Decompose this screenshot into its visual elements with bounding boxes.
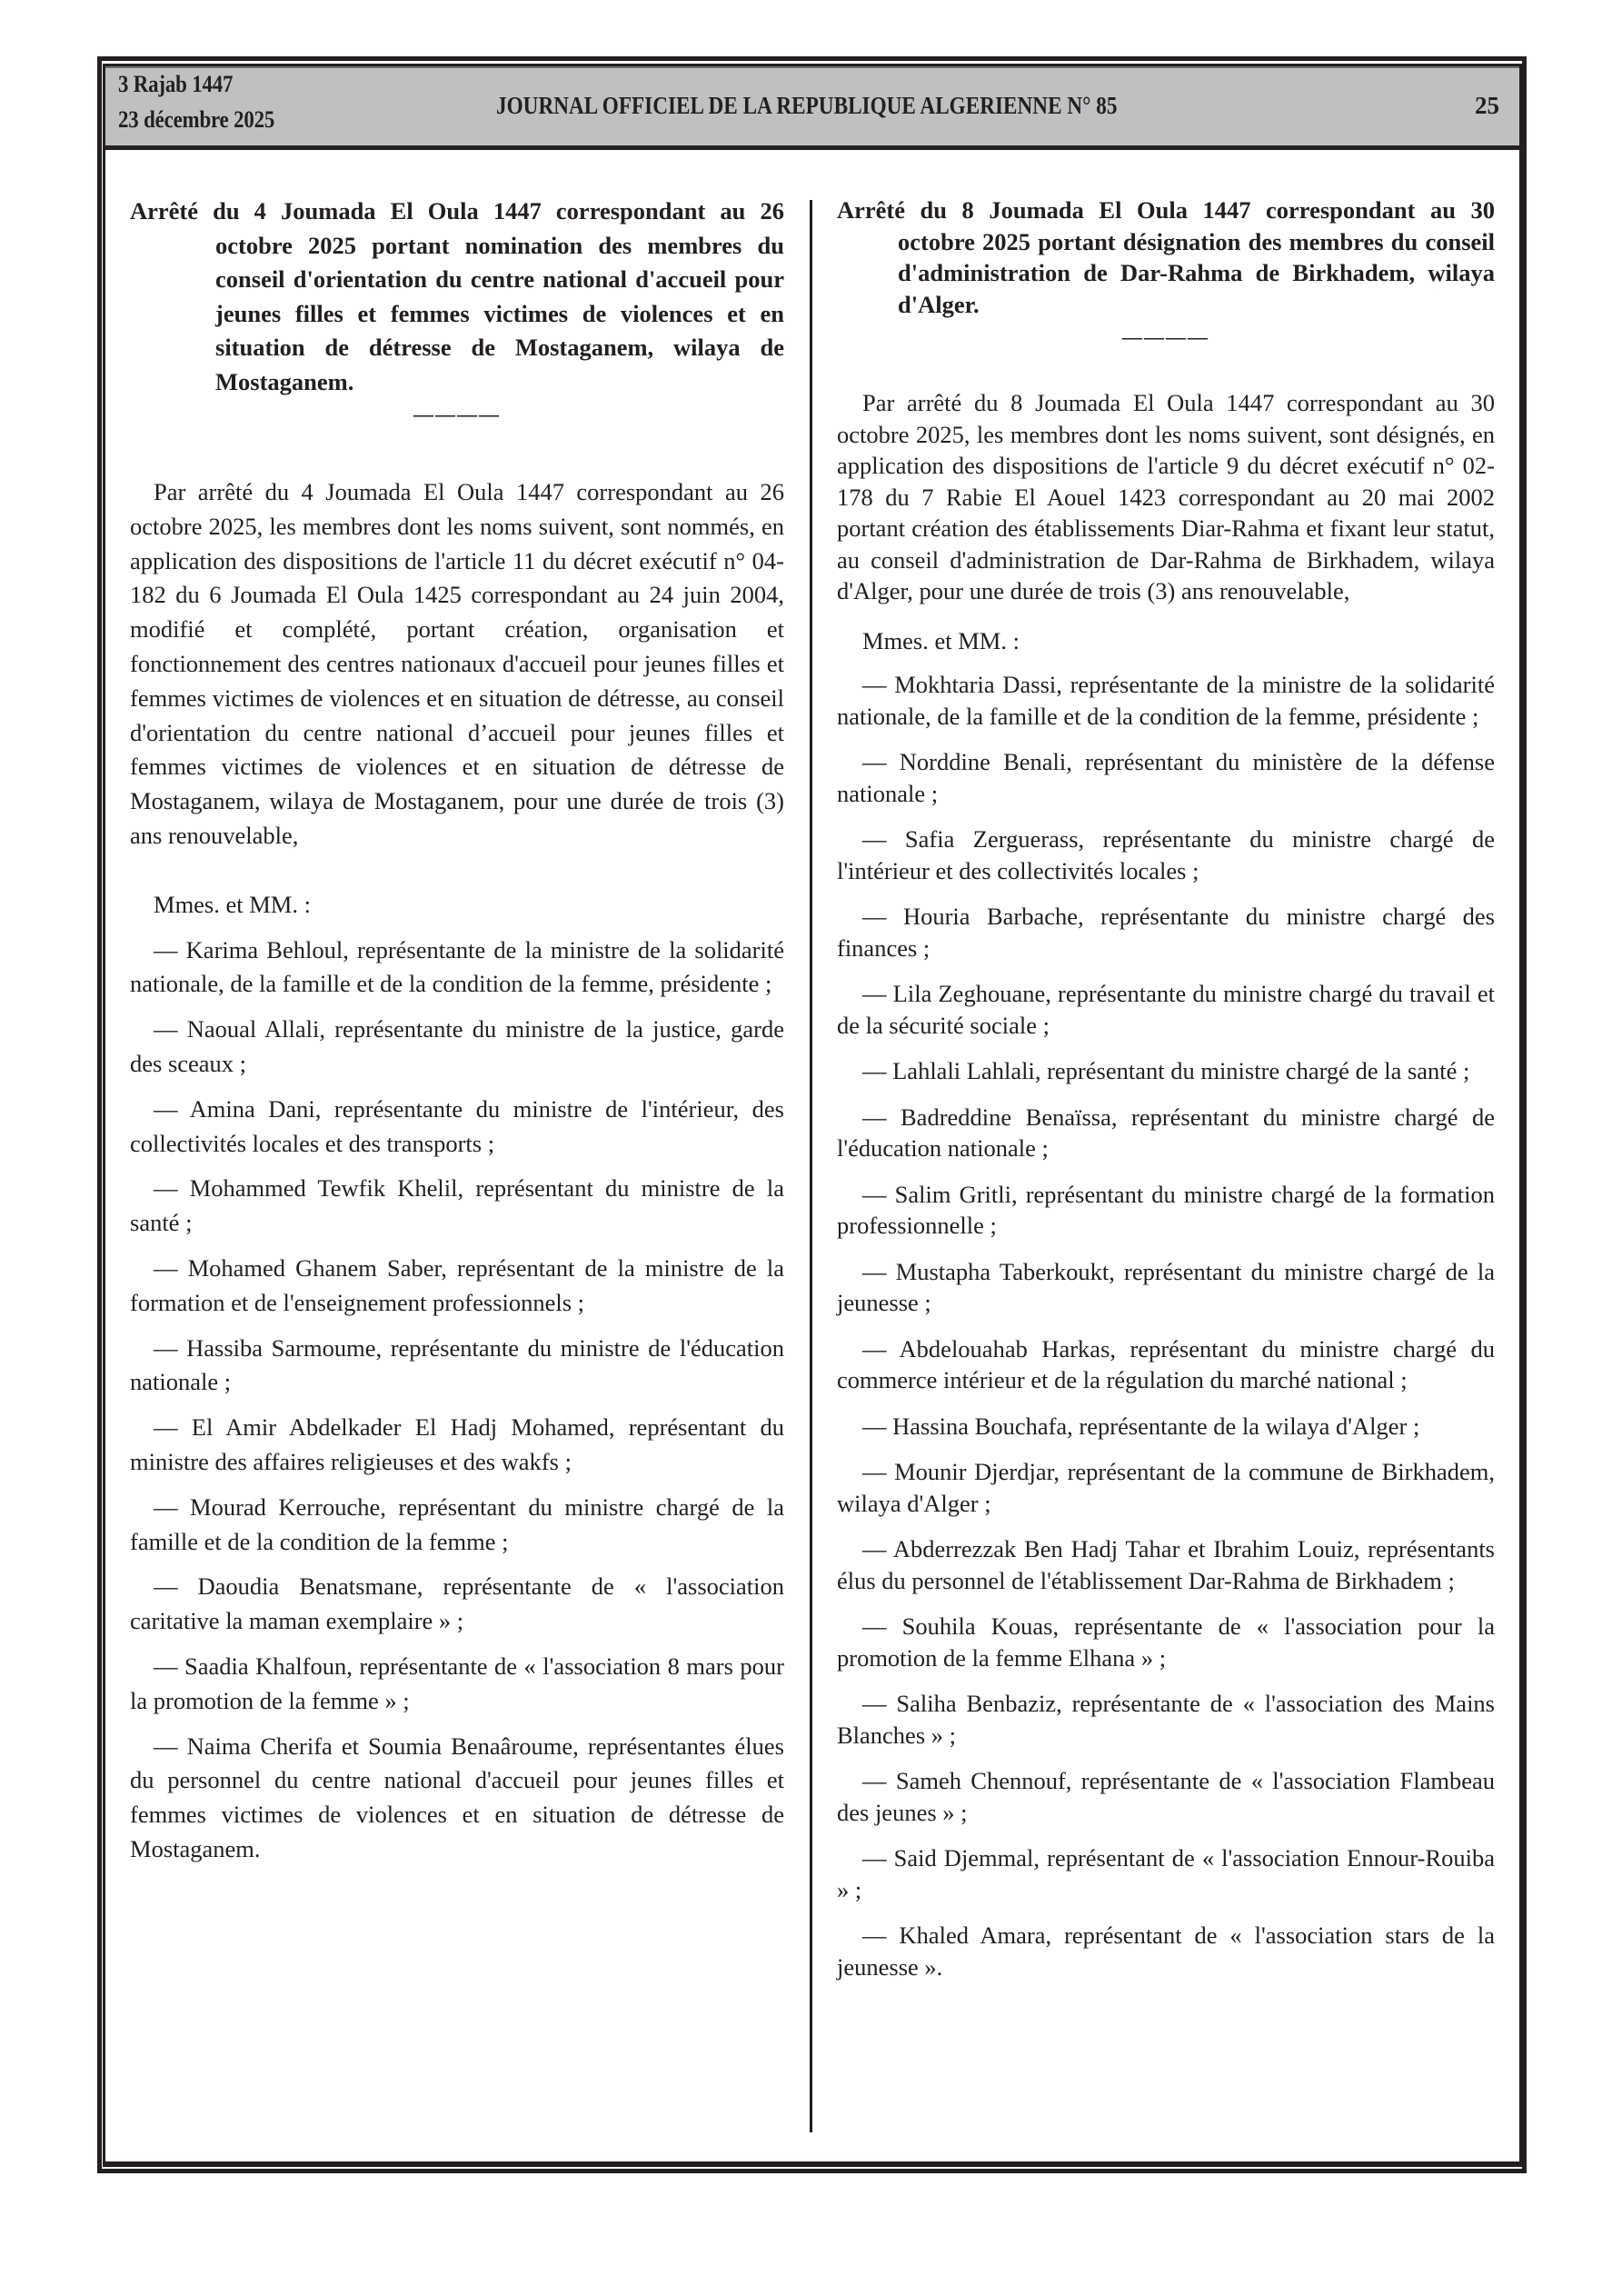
journal-title: JOURNAL OFFICIEL DE LA REPUBLIQUE ALGERIENNE N° 85 xyxy=(496,92,1118,119)
member-item: — Badreddine Benaïssa, représentant du ministre chargé de l'éducation nationale ; xyxy=(837,1103,1495,1162)
salutation: Mmes. et MM. : xyxy=(154,890,311,918)
member-item: — Lahlali Lahlali, représentant du ministre chargé de la santé ; xyxy=(862,1057,1470,1084)
member-item: — Naoual Allali, représentante du ministre de la justice, garde des sceaux ; xyxy=(130,1015,784,1077)
member-item: — Karima Behloul, représentante de la ministre de la solidarité nationale, de la famille et de la condition de la femme, présidente ; xyxy=(130,935,784,998)
member-item: — Khaled Amara, représentant de « l'association stars de la jeunesse ». xyxy=(837,1922,1495,1981)
member-item: — Sameh Chennouf, représentante de « l'association Flambeau des jeunes » ; xyxy=(837,1767,1495,1826)
article-title: Arrêté du 4 Joumada El Oula 1447 correspondant au 26 octobre 2025 portant nomination des membres du conseil d'orientation du centre national d'accueil pour jeunes filles et femmes victimes de violences et en situation de détresse de Mostaganem, wilaya de Mostaganem. xyxy=(130,197,784,395)
column-divider xyxy=(810,200,812,2132)
member-list xyxy=(130,933,784,1867)
title-separator: ———— xyxy=(1122,325,1209,348)
member-item: — Hassina Bouchafa, représentante de la wilaya d'Alger ; xyxy=(862,1412,1420,1440)
member-item: — Saliha Benbaziz, représentante de « l'association des Mains Blanches » ; xyxy=(837,1690,1495,1749)
member-item: — Safia Zerguerass, représentante du ministre chargé de l'intérieur et des collectivités locales ; xyxy=(837,825,1495,884)
member-item: — Said Djemmal, représentant de « l'association Ennour-Rouiba » ; xyxy=(837,1844,1495,1903)
right-column-article xyxy=(837,195,1495,1982)
member-item: — Lila Zeghouane, représentante du ministre chargé du travail et de la sécurité sociale ; xyxy=(837,980,1495,1039)
article-intro: Par arrêté du 8 Joumada El Oula 1447 correspondant au 30 octobre 2025, les membres dont les noms suivent, sont désignés, en application des dispositions de l'article 9 du décret exécutif n° 02-178 du 7 Rabie El Aouel 1423 correspondant au 20 mai 2002 portant création des établissements Diar-Rahma et fixant leur statut, au conseil d'administration de Dar-Rahma de Birkhadem, wilaya d'Alger, pour une durée de trois (3) ans renouvelable, xyxy=(837,389,1495,604)
member-item: — Mohammed Tewfik Khelil, représentant du ministre de la santé ; xyxy=(130,1174,784,1237)
member-item: — Amina Dani, représentante du ministre de l'intérieur, des collectivités locales et des transports ; xyxy=(130,1094,784,1157)
member-item: — Houria Barbache, représentante du ministre chargé des finances ; xyxy=(837,903,1495,962)
header-gregorian-date: 23 décembre 2025 xyxy=(118,106,275,133)
member-item: — Salim Gritli, représentant du ministre chargé de la formation professionnelle ; xyxy=(837,1180,1495,1239)
header-hijri-date: 3 Rajab 1447 xyxy=(118,71,234,97)
member-item: — Saadia Khalfoun, représentante de « l'association 8 mars pour la promotion de la femme » ; xyxy=(130,1652,784,1714)
member-item: — Souhila Kouas, représentante de « l'association pour la promotion de la femme Elhana » ; xyxy=(837,1612,1495,1672)
page-header xyxy=(105,66,1519,150)
member-item: — Daoudia Benatsmane, représentante de « l'association caritative la maman exemplaire » ; xyxy=(130,1572,784,1635)
member-item: — El Amir Abdelkader El Hadj Mohamed, représentant du ministre des affaires religieuses et des wakfs ; xyxy=(130,1413,784,1475)
page-number: 25 xyxy=(1475,92,1499,119)
member-item: — Mourad Kerrouche, représentant du ministre chargé de la famille et de la condition de la femme ; xyxy=(130,1492,784,1555)
article-title: Arrêté du 8 Joumada El Oula 1447 correspondant au 30 octobre 2025 portant désignation des membres du conseil d'administration de Dar-Rahma de Birkhadem, wilaya d'Alger. xyxy=(837,196,1495,318)
member-item: — Mohamed Ghanem Saber, représentant de la ministre de la formation et de l'enseignement professionnels ; xyxy=(130,1253,784,1316)
title-separator: ———— xyxy=(413,403,501,425)
left-column-article xyxy=(130,195,784,1867)
member-item: — Mounir Djerdjar, représentant de la commune de Birkhadem, wilaya d'Alger ; xyxy=(837,1458,1495,1517)
member-item: — Naima Cherifa et Soumia Benaâroume, représentantes élues du personnel du centre national d'accueil pour jeunes filles et femmes victimes de violences et en situation de détresse de Mostaganem. xyxy=(130,1732,784,1862)
member-item: — Norddine Benali, représentant du ministère de la défense nationale ; xyxy=(837,748,1495,807)
salutation: Mmes. et MM. : xyxy=(862,626,1020,654)
member-item: — Hassiba Sarmoume, représentante du ministre de l'éducation nationale ; xyxy=(130,1333,784,1396)
member-item: — Mokhtaria Dassi, représentante de la ministre de la solidarité nationale, de la famille et de la condition de la femme, présidente ; xyxy=(837,671,1495,730)
member-item: — Mustapha Taberkoukt, représentant du ministre chargé de la jeunesse ; xyxy=(837,1257,1495,1316)
member-item: — Abderrezzak Ben Hadj Tahar et Ibrahim Louiz, représentants élus du personnel de l'établissement Dar-Rahma de Birkhadem ; xyxy=(837,1535,1495,1594)
member-list xyxy=(837,669,1495,1982)
article-intro: Par arrêté du 4 Joumada El Oula 1447 correspondant au 26 octobre 2025, les membres dont les noms suivent, sont nommés, en application des dispositions de l'article 11 du décret exécutif n° 04-182 du 6 Joumada El Oula 1425 correspondant au 24 juin 2004, modifié et complété, portant création, organisation et fonctionnement des centres nationaux d'accueil pour jeunes filles et femmes victimes de violences et en situation de détresse, au conseil d'orientation du centre national d’accueil pour jeunes filles et femmes victimes de violences et en situation de détresse de Mostaganem, wilaya de Mostaganem, pour une durée de trois (3) ans renouvelable, xyxy=(130,478,784,849)
member-item: — Abdelouahab Harkas, représentant du ministre chargé du commerce intérieur et de la régulation du marché national ; xyxy=(837,1334,1495,1393)
